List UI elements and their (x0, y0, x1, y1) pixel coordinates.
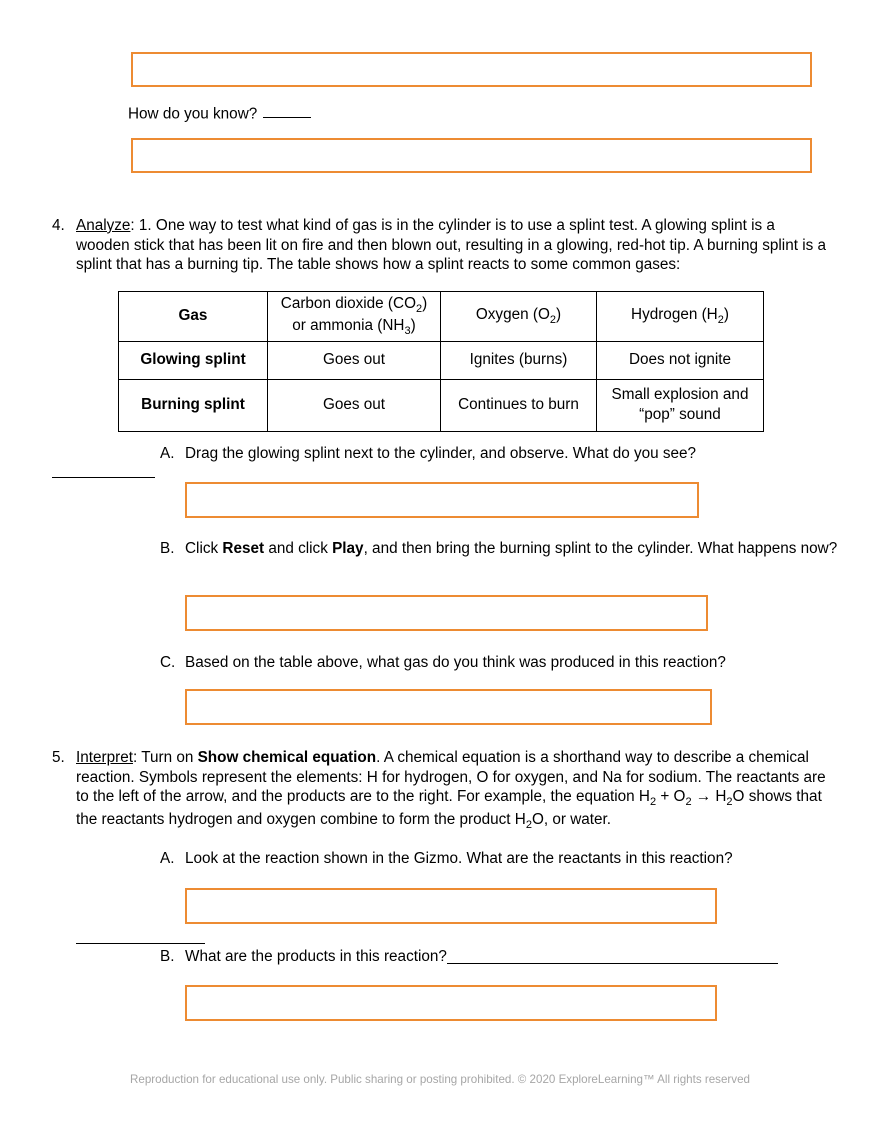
table-header-oxygen: Oxygen $(O_2)$ (441, 292, 597, 342)
answer-box-4b[interactable] (185, 595, 708, 631)
answer-box-5a[interactable] (185, 888, 717, 924)
table-header-co2-nh3: Carbon dioxide $(CO_2)$ or ammonia $(NH_3)$ (268, 292, 441, 342)
question-5a (160, 849, 850, 869)
table-cell-glowing-co2: Goes out (268, 341, 441, 379)
question-5-number: 5. (52, 749, 65, 766)
table-cell-burning-co2: Goes out (268, 379, 441, 431)
table-cell-burning-label: Burning splint (119, 379, 268, 431)
question-4b-label: B. (160, 540, 175, 557)
question-4a-text: Drag the glowing splint next to the cylinder, and observe. What do you see? (185, 445, 697, 462)
question-4a-label: A. (160, 445, 175, 462)
answer-blank-how-know[interactable] (263, 103, 311, 118)
question-4c (160, 653, 850, 673)
table-row-glowing-splint (119, 341, 764, 379)
table-cell-glowing-h2: Does not ignite (597, 341, 764, 379)
table-row-burning-splint (119, 379, 764, 431)
table-cell-burning-o2: Continues to burn (441, 379, 597, 431)
answer-line-4a[interactable] (52, 477, 155, 478)
table-header-row (119, 292, 764, 342)
answer-box-4a[interactable] (185, 482, 699, 518)
table-cell-glowing-label: Glowing splint (119, 341, 268, 379)
copyright-footer: Reproduction for educational use only. Public sharing or posting prohibited. © 2020 ExploreLearning™ All rights reserved (130, 1073, 750, 1086)
question-4b (160, 539, 850, 559)
splint-test-table (118, 291, 764, 432)
how-do-you-know-row (128, 103, 311, 124)
table-header-gas: Gas (119, 292, 268, 342)
question-4a (160, 444, 836, 464)
question-5a-label: A. (160, 850, 175, 867)
question-4-paragraph (52, 216, 836, 275)
table-header-hydrogen: Hydrogen $(H_2)$ (597, 292, 764, 342)
answer-blank-5b[interactable] (447, 947, 778, 964)
question-4c-label: C. (160, 654, 176, 671)
answer-box-top-1[interactable] (131, 52, 812, 87)
question-4-number: 4. (52, 217, 65, 234)
table-cell-burning-h2: Small explosion and “pop” sound (597, 379, 764, 431)
how-do-you-know-text: How do you know? (128, 105, 258, 123)
question-5-paragraph (52, 748, 836, 832)
question-5b-label: B. (160, 948, 175, 965)
question-4-text: Analyze: 1. One way to test what kind of gas is in the cylinder is to use a splint test. A glowing splint is a wooden stick that has been lit on fire and then blown out, resulting in a glowing, red-hot tip. A burning splint is a splint that has a burning tip. The table shows how a splint reacts to some common gases: (76, 217, 827, 274)
answer-line-5b[interactable] (76, 943, 205, 944)
question-5b (160, 947, 778, 967)
table-cell-glowing-o2: Ignites (burns) (441, 341, 597, 379)
question-5a-text: Look at the reaction shown in the Gizmo. What are the reactants in this reaction? (185, 850, 733, 867)
answer-box-4c[interactable] (185, 689, 712, 725)
question-5b-text: What are the products in this reaction? (185, 948, 447, 965)
answer-box-5b[interactable] (185, 985, 717, 1021)
question-4b-text: Click Reset and click Play, and then bring the burning splint to the cylinder. What happens now? (185, 540, 838, 557)
answer-box-top-2[interactable] (131, 138, 812, 173)
question-4c-text: Based on the table above, what gas do you think was produced in this reaction? (185, 654, 726, 671)
question-5-text: Interpret: Turn on Show chemical equation. A chemical equation is a shorthand way to describe a chemical reaction. Symbols represent the elements: H for hydrogen, O for oxygen, and Na for sodium. The reactants are to the left of the arrow, and the products are to the right. For example, the equation $H_2 + O_2 \to H_2O$ shows that the reactants hydrogen and oxygen combine to form the product $H_2O$, or water. (76, 749, 826, 831)
